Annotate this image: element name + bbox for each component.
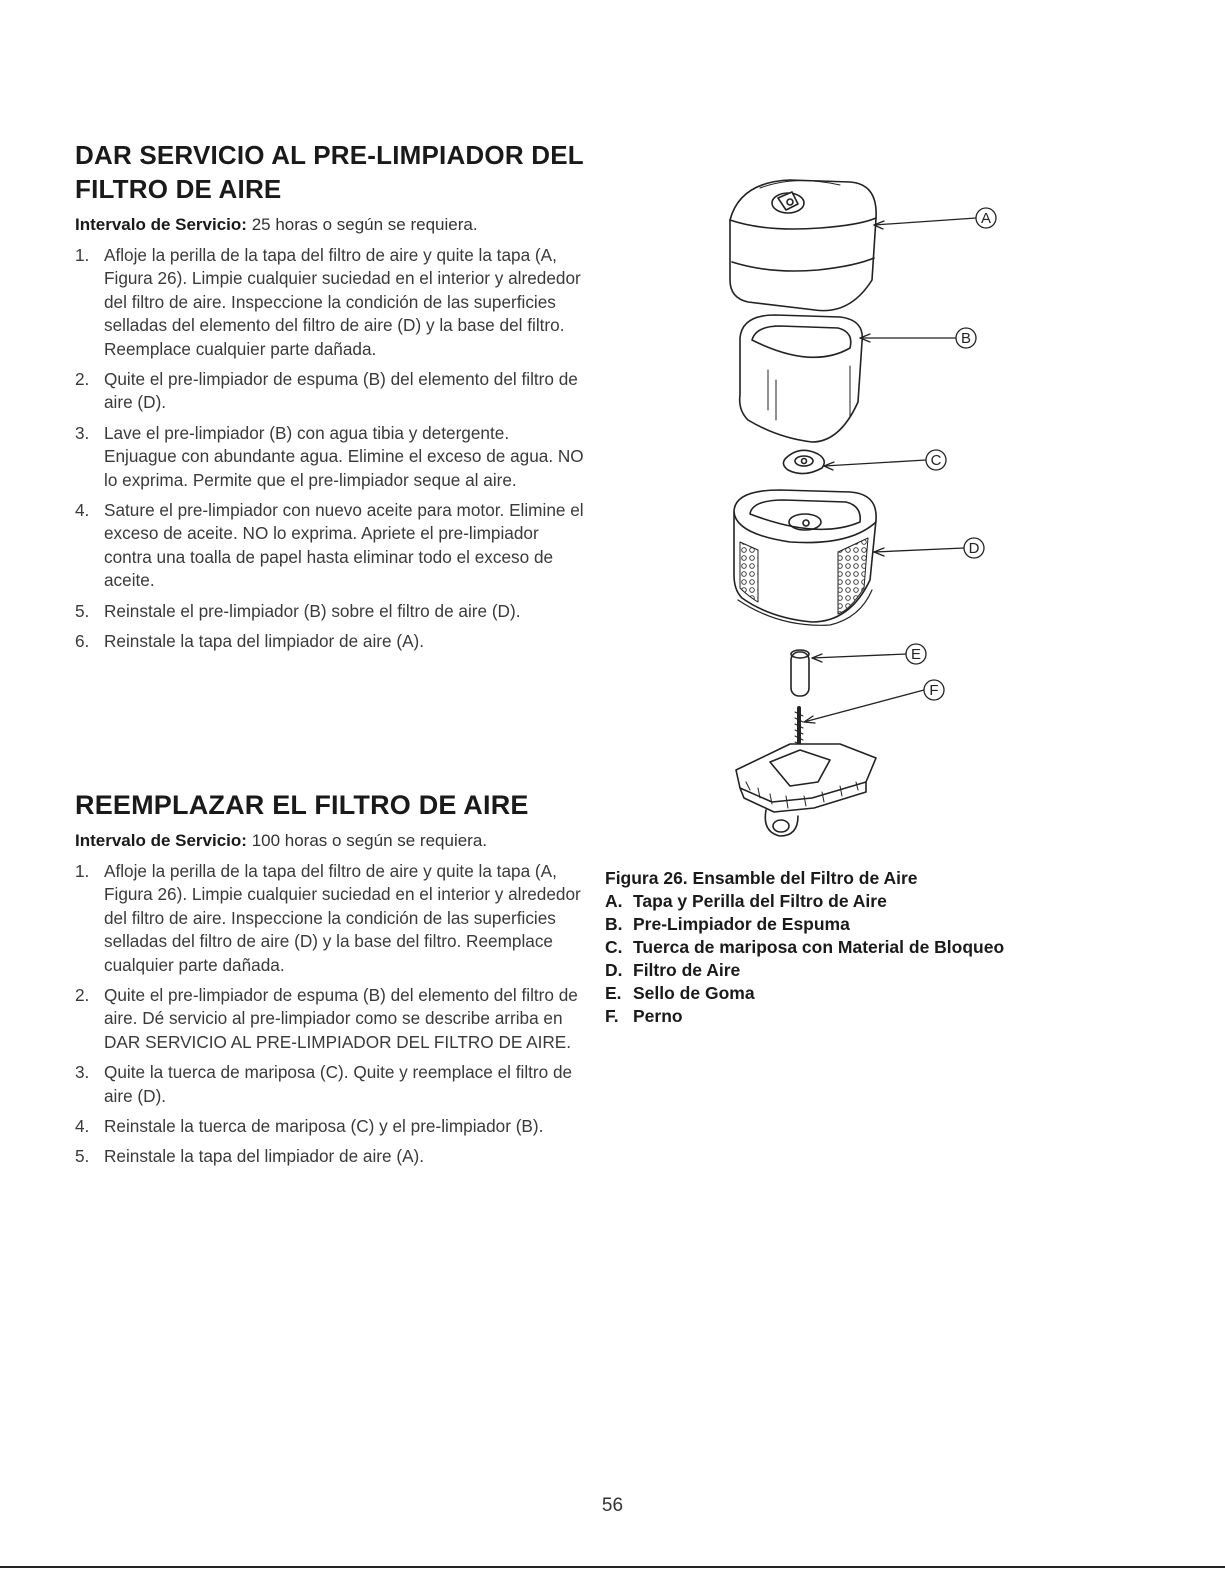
step-text: Quite la tuerca de mariposa (C). Quite y reemplace el filtro de aire (D). — [104, 1062, 573, 1106]
caption-letter: B. — [605, 914, 623, 934]
caption-text: Tapa y Perilla del Filtro de Aire — [633, 891, 887, 911]
caption-item — [605, 890, 1205, 913]
leader-line-e — [812, 654, 906, 658]
callout-d: D — [968, 540, 980, 557]
caption-item — [605, 959, 1205, 982]
service-interval — [75, 214, 585, 236]
caption-item — [605, 936, 1205, 959]
caption-item — [605, 982, 1205, 1005]
step-number: 5. — [75, 1146, 90, 1167]
step-text: Lave el pre-limpiador (B) con agua tibia y detergente. Enjuague con abundante agua. Elimine el exceso de agua. NO lo exprima. Permite que el pre-limpiador seque al aire. — [104, 422, 584, 490]
caption-text: Sello de Goma — [633, 983, 755, 1003]
step-item — [75, 630, 585, 653]
air-filter-cover-part — [730, 180, 876, 311]
caption-item — [605, 913, 1205, 936]
step-text: Quite el pre-limpiador de espuma (B) del elemento del filtro de aire (D). — [104, 369, 578, 413]
leader-line-c — [824, 460, 926, 466]
caption-letter: E. — [605, 983, 622, 1003]
wing-nut-part — [783, 450, 824, 473]
service-interval-value: 25 horas o según se requiera. — [251, 215, 478, 234]
step-item — [75, 368, 585, 415]
step-item — [75, 1115, 585, 1138]
leader-line-f — [804, 690, 924, 722]
caption-item — [605, 1005, 1205, 1028]
callout-a: A — [980, 210, 992, 227]
service-interval — [75, 830, 585, 852]
step-number: 2. — [75, 369, 90, 390]
section-title-line1: DAR SERVICIO AL PRE-LIMPIADOR DEL — [75, 140, 584, 170]
step-number: 1. — [75, 245, 90, 265]
leader-line-d — [874, 548, 964, 552]
step-number: 2. — [75, 985, 90, 1006]
air-filter-base-part — [736, 744, 876, 836]
caption-text: Filtro de Aire — [633, 960, 741, 980]
steps-list — [75, 244, 585, 654]
steps-list — [75, 860, 585, 1169]
step-text: Reinstale el pre-limpiador (B) sobre el filtro de aire (D). — [104, 600, 521, 621]
step-text: Reinstale la tapa del limpiador de aire (A). — [104, 631, 425, 652]
section-title-line2: FILTRO DE AIRE — [75, 174, 282, 204]
figure-caption — [605, 867, 1205, 1028]
air-filter-assembly-diagram — [700, 170, 1020, 850]
section-title-service-precleaner — [75, 138, 585, 206]
step-number: 3. — [75, 1062, 90, 1083]
callout-f: F — [929, 682, 939, 699]
step-item — [75, 1145, 585, 1168]
step-item — [75, 499, 585, 593]
step-text: Afloje la perilla de la tapa del filtro de aire y quite la tapa (A, Figura 26). Limpie cualquier suciedad en el interior y alrededor del filtro de aire. Inspeccione la condición de las superficies selladas del elemento del filtro de aire (D) y la base del filtro. Reemplace cualquier parte dañada. — [104, 245, 581, 359]
service-interval-label: Intervalo de Servicio: — [75, 215, 247, 234]
caption-letter: F. — [605, 1006, 619, 1026]
foam-precleaner-part — [740, 315, 863, 442]
rubber-seal-part — [791, 650, 809, 696]
caption-text: Perno — [633, 1006, 683, 1026]
caption-letter: D. — [605, 960, 623, 980]
step-number: 1. — [75, 861, 90, 881]
step-number: 4. — [75, 1116, 90, 1137]
step-text: Afloje la perilla de la tapa del filtro de aire y quite la tapa (A, Figura 26). Limpie cualquier suciedad en el interior y alrededor del filtro de aire. Inspeccione la condición de las superficies selladas del filtro de aire (D) y la base del filtro. Reemplace cualquier parte dañada. — [104, 861, 581, 975]
section-title-replace-filter: REEMPLAZAR EL FILTRO DE AIRE — [75, 790, 529, 820]
step-number: 5. — [75, 600, 90, 621]
caption-text: Pre-Limpiador de Espuma — [633, 914, 850, 934]
page-number: 56 — [601, 1495, 624, 1516]
callout-c: C — [930, 452, 942, 469]
step-text: Quite el pre-limpiador de espuma (B) del elemento del filtro de aire. Dé servicio al pre-limpiador como se describe arriba en DAR SERVICIO AL PRE-LIMPIADOR DEL FILTRO DE AIRE. — [104, 985, 578, 1052]
service-interval-label: Intervalo de Servicio: — [75, 831, 247, 850]
step-item — [75, 244, 585, 361]
step-item — [75, 600, 585, 623]
page-bottom-rule — [0, 1566, 1225, 1568]
step-number: 6. — [75, 631, 90, 652]
caption-letter: C. — [605, 937, 623, 957]
step-item — [75, 422, 585, 492]
step-item — [75, 860, 585, 977]
callout-e: E — [910, 646, 922, 663]
step-text: Sature el pre-limpiador con nuevo aceite para motor. Elimine el exceso de aceite. NO lo exprima. Apriete el pre-limpiador contra una toalla de papel hasta eliminar todo el exceso de aceite. — [104, 500, 584, 591]
step-number: 4. — [75, 500, 90, 521]
figure-caption-title: Figura 26. Ensamble del Filtro de Aire — [605, 868, 918, 888]
step-text: Reinstale la tapa del limpiador de aire (A). — [104, 1146, 425, 1167]
caption-letter: A. — [605, 891, 623, 911]
step-text: Reinstale la tuerca de mariposa (C) y el pre-limpiador (B). — [104, 1116, 544, 1137]
leader-line-a — [874, 218, 976, 225]
step-item — [75, 1061, 585, 1108]
section-service-precleaner — [75, 138, 585, 661]
callout-b: B — [960, 330, 972, 347]
caption-text: Tuerca de mariposa con Material de Bloqueo — [633, 937, 1005, 957]
service-interval-value: 100 horas o según se requiera. — [251, 831, 488, 850]
step-number: 3. — [75, 422, 90, 443]
air-filter-element-part — [734, 490, 876, 625]
section-replace-filter — [75, 788, 585, 1176]
step-item — [75, 984, 585, 1054]
